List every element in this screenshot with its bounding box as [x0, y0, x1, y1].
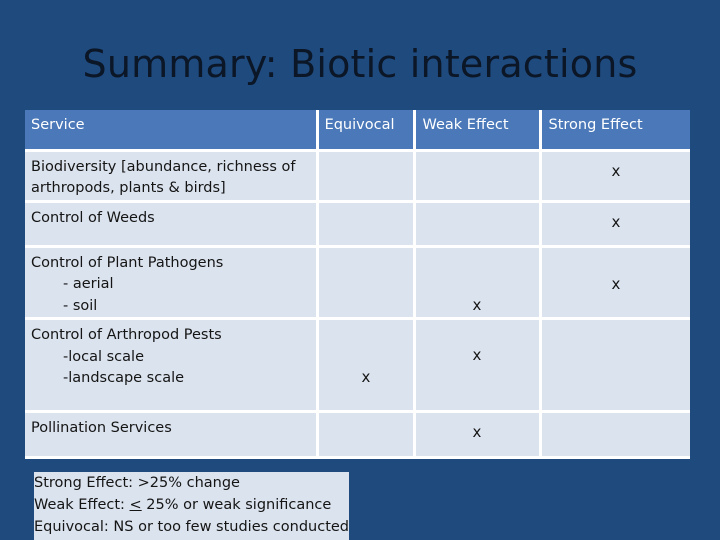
strong-effect-cell [540, 412, 690, 458]
service-sublabel: - soil [63, 297, 98, 314]
legend-weak-prefix: Weak Effect: [34, 497, 130, 513]
strong-effect-mark: x [611, 161, 621, 180]
service-label: Control of Plant Pathogens [31, 254, 224, 271]
service-cell [25, 150, 317, 201]
weak-effect-cell [414, 246, 540, 319]
strong-effect-cell [540, 150, 690, 201]
service-sublabel: - aerial [63, 276, 114, 292]
service-sublabel: -landscape scale [63, 370, 185, 386]
table-row [25, 201, 690, 246]
weak-effect-cell [414, 150, 540, 201]
header-equivocal: Equivocal [317, 110, 414, 150]
legend-weak-symbol: < [129, 497, 142, 513]
strong-effect-cell [540, 201, 690, 246]
service-label: Control of Arthropod Pests [31, 327, 222, 343]
strong-effect-cell [540, 246, 690, 319]
equivocal-cell [317, 412, 414, 458]
summary-table [25, 110, 690, 459]
strong-effect-mark: x [611, 212, 621, 231]
service-label: Pollination Services [31, 420, 172, 436]
table-row [25, 319, 690, 412]
legend-box [34, 472, 349, 540]
weak-effect-mark: x [472, 346, 482, 364]
weak-effect-mark: x [472, 295, 482, 314]
header-service: Service [25, 110, 317, 150]
table-row [25, 246, 690, 319]
weak-effect-cell [414, 201, 540, 246]
legend-weak [34, 494, 349, 516]
service-label: Control of Weeds [31, 209, 155, 226]
equivocal-cell [317, 150, 414, 201]
service-sublabel: -local scale [63, 348, 144, 365]
service-cell [25, 319, 317, 412]
service-label: arthropods, plants & birds] [31, 180, 226, 196]
table-header-row [25, 110, 690, 150]
service-cell [25, 412, 317, 458]
header-strong-effect: Strong Effect [540, 110, 690, 150]
slide-title: Summary: Biotic interactions [82, 42, 638, 86]
equivocal-cell [317, 319, 414, 412]
equivocal-mark: x [361, 368, 371, 386]
equivocal-cell [317, 201, 414, 246]
table-row [25, 150, 690, 201]
table-row [25, 412, 690, 458]
service-cell [25, 201, 317, 246]
weak-effect-cell [414, 319, 540, 412]
service-label: Biodiversity [abundance, richness of [31, 158, 296, 175]
header-weak-effect: Weak Effect [414, 110, 540, 150]
legend-weak-suffix: 25% or weak significance [141, 497, 332, 513]
weak-effect-cell [414, 412, 540, 458]
legend-strong: Strong Effect: >25% change [34, 475, 240, 491]
legend-equivocal: Equivocal: NS or too few studies conducted [34, 519, 350, 535]
equivocal-cell [317, 246, 414, 319]
strong-effect-mark: x [611, 274, 621, 293]
weak-effect-mark: x [472, 423, 482, 441]
service-cell [25, 246, 317, 319]
strong-effect-cell [540, 319, 690, 412]
